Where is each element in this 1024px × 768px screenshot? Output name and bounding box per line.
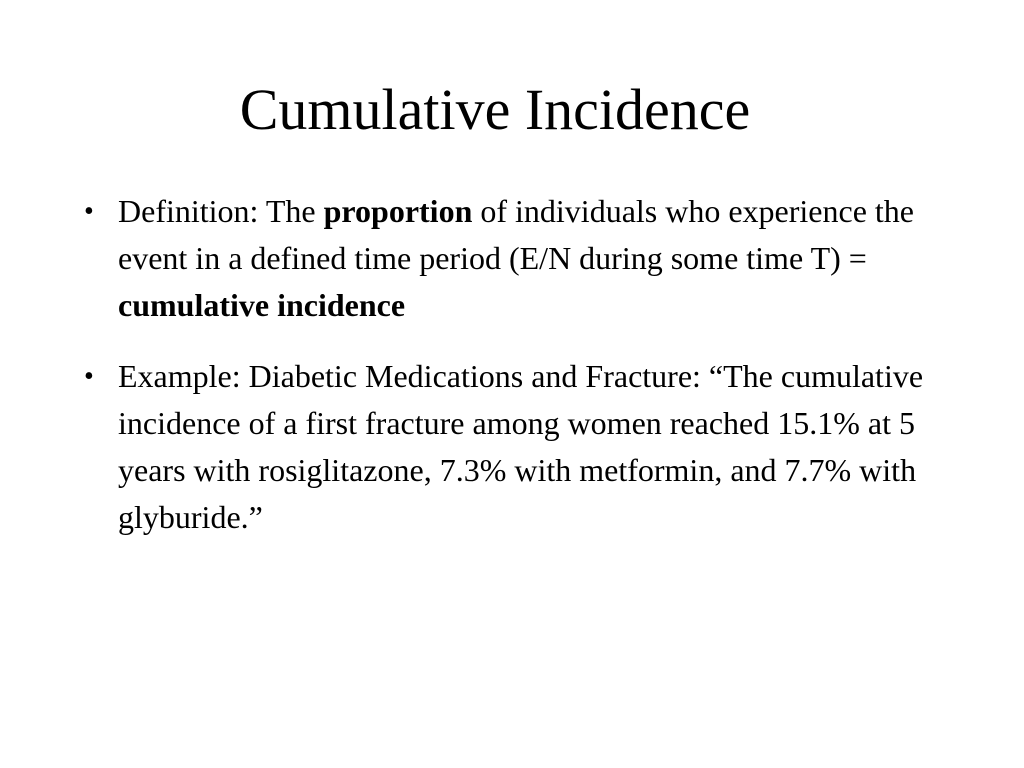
bullet-list [76,188,936,541]
definition-label-text: Definition: The [118,193,324,229]
example-text: Example: Diabetic Medications and Fracture: “The cumulative incidence of a first fracture among women reached 15.1% at 5 years with rosiglitazone, 7.3% with metformin, and 7.7% with glyburide.” [118,358,924,535]
bullet-definition [76,188,936,329]
slide-title: Cumulative Incidence [239,77,751,142]
bullet-marker: • [84,196,94,227]
bullet-example [76,353,936,541]
cumulative-incidence-bold-text: cumulative incidence [118,287,406,323]
proportion-bold-text: proportion [323,193,473,229]
definition-body-text: of individuals who experience the event in a defined time period (E/N during some time T) = [118,193,914,276]
bullet-marker: • [84,361,94,392]
